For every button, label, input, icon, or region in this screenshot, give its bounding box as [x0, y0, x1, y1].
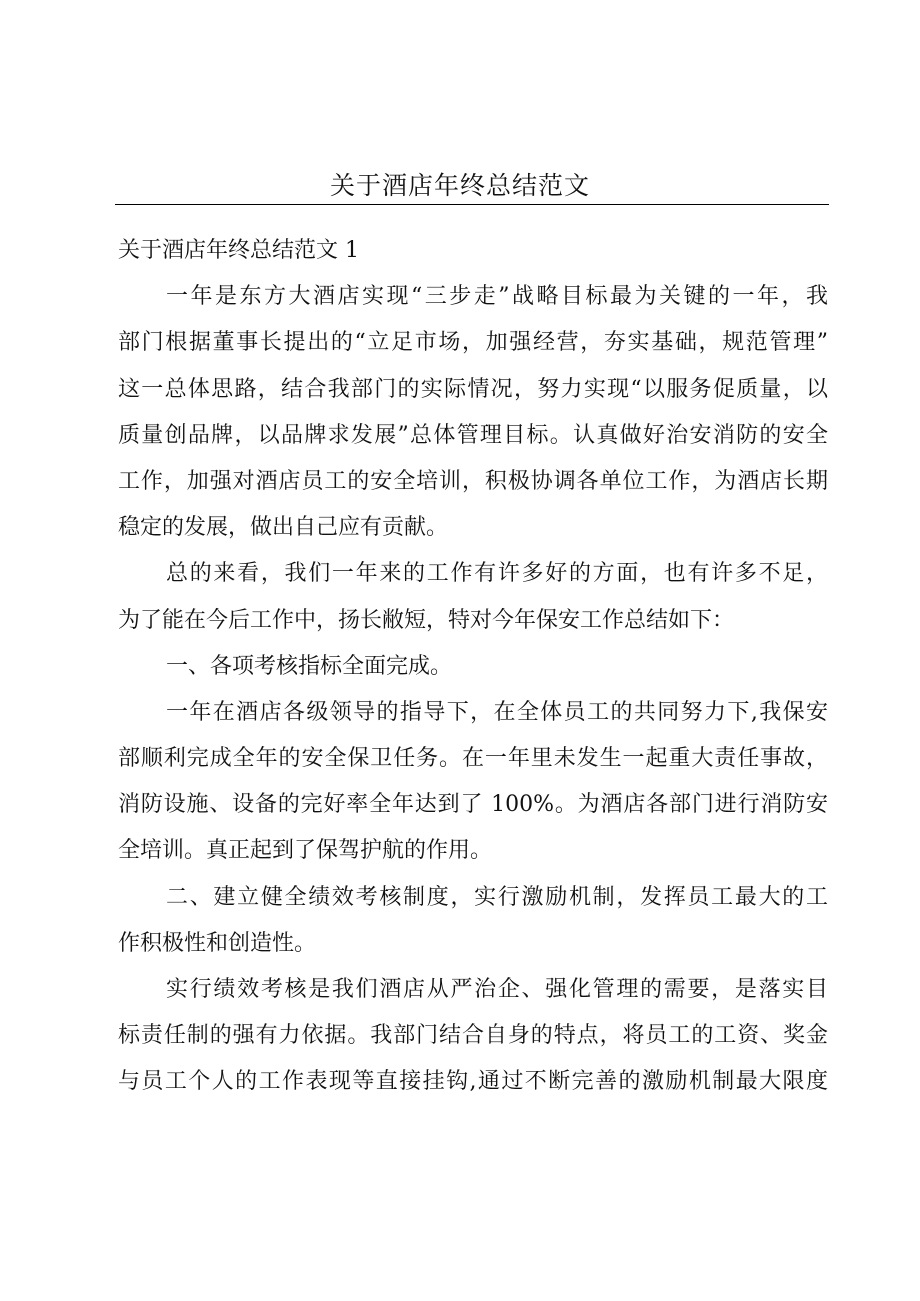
document-title: 关于酒店年终总结范文: [329, 171, 590, 200]
text-line: 部门根据董事长提出的“立足市场，加强经营，夯实基础，规范管理”: [118, 330, 828, 356]
text-line: 一年是东方大酒店实现“三步走”战略目标最为关键的一年，我: [166, 284, 828, 310]
text-line: 工作，加强对酒店员工的安全培训，积极协调各单位工作，为酒店长期: [118, 468, 828, 494]
text-line: 标责任制的强有力依据。我部门结合自身的特点，将员工的工资、奖金: [118, 1023, 828, 1049]
text-line: 为了能在今后工作中，扬长敝短，特对今年保安工作总结如下：: [118, 607, 735, 633]
document-body: [118, 228, 828, 1106]
text-line: 总的来看，我们一年来的工作有许多好的方面，也有许多不足，: [166, 561, 828, 587]
text-line: 稳定的发展，做出自己应有贡献。: [118, 515, 449, 541]
text-line: 一、各项考核指标全面完成。: [166, 653, 453, 679]
text-line: 全培训。真正起到了保驾护航的作用。: [118, 838, 493, 864]
text-line: 质量创品牌，以品牌求发展”总体管理目标。认真做好治安消防的安全: [118, 422, 828, 448]
text-line: 二、建立健全绩效考核制度，实行激励机制，发挥员工最大的工: [166, 884, 828, 910]
text-line: 部顺利完成全年的安全保卫任务。在一年里未发生一起重大责任事故，: [118, 746, 828, 772]
text-line: 这一总体思路，结合我部门的实际情况，努力实现“以服务促质量，以: [118, 376, 828, 402]
text-line: 作积极性和创造性。: [118, 930, 317, 956]
text-line: 实行绩效考核是我们酒店从严治企、强化管理的需要，是落实目: [166, 977, 828, 1002]
text-line: 与员工个人的工作表现等直接挂钩,通过不断完善的激励机制最大限度: [118, 1069, 828, 1095]
text-line: 关于酒店年终总结范文 1: [118, 238, 359, 263]
title-underline: [115, 204, 829, 205]
text-line: 消防设施、设备的完好率全年达到了 100%。为酒店各部门进行消防安: [118, 792, 828, 818]
text-line: 一年在酒店各级领导的指导下，在全体员工的共同努力下,我保安: [166, 699, 828, 725]
